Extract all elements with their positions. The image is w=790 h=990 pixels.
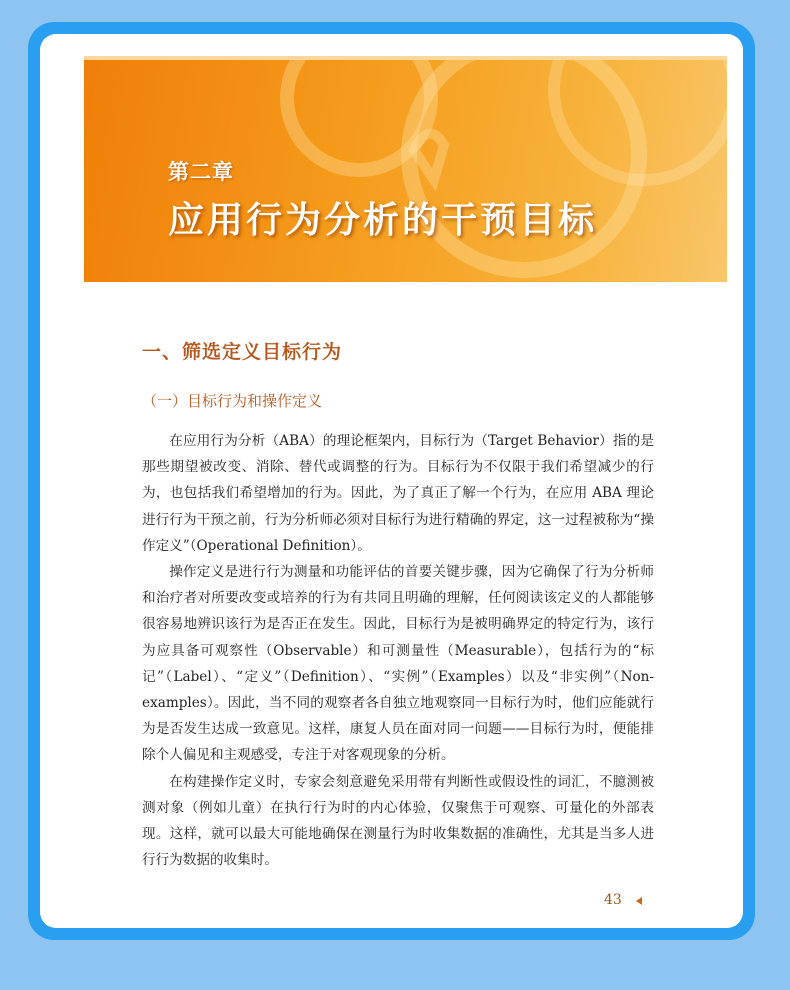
section-heading: 一、筛选定义目标行为 <box>142 341 343 363</box>
chapter-banner <box>84 56 727 282</box>
page-number: 43 <box>604 892 622 908</box>
chapter-title: 应用行为分析的干预目标 <box>168 199 598 241</box>
chapter-label: 第二章 <box>168 159 234 184</box>
paragraph: 操作定义是进行行为测量和功能评估的首要关键步骤，因为它确保了行为分析师和治疗者对所要改变或培养的行为有共同且明确的理解，任何阅读该定义的人都能够很容易地辨识该行为是否正在发生。因此，目标行为是被明确界定的特定行为，该行为应具备可观察性（Observable）和可测量性（Measurable），包括行为的“标记”（Label）、“定义”（Definition）、“实例”（Examples）以及“非实例”（Non-examples）。因此，当不同的观察者各自独立地观察同一目标行为时，他们应能就行为是否发生达成一致意见。这样，康复人员在面对同一问题——目标行为时，便能排除个人偏见和主观感受，专注于对客观现象的分析。 <box>142 564 654 764</box>
paragraph: 在应用行为分析（ABA）的理论框架内，目标行为（Target Behavior）指的是那些期望被改变、消除、替代或调整的行为。目标行为不仅限于我们希望减少的行为，也包括我们希望增加的行为。因此，为了真正了解一个行为，在应用 ABA 理论进行行为干预之前，行为分析师必须对目标行为进行精确的界定，这一过程被称为“操作定义”（Operational Definition）。 <box>142 433 654 554</box>
body-text <box>142 428 654 873</box>
book-page <box>40 34 743 928</box>
page-arrow-icon <box>636 897 642 905</box>
paragraph: 在构建操作定义时，专家会刻意避免采用带有判断性或假设性的词汇，不臆测被测对象（例如儿童）在执行行为时的内心体验，仅聚焦于可观察、可量化的外部表现。这样，就可以最大可能地确保在测量行为时收集数据的准确性，尤其是当多人进行行为数据的收集时。 <box>142 773 654 869</box>
outer-frame <box>28 22 755 940</box>
subsection-heading: （一）目标行为和操作定义 <box>142 392 323 410</box>
